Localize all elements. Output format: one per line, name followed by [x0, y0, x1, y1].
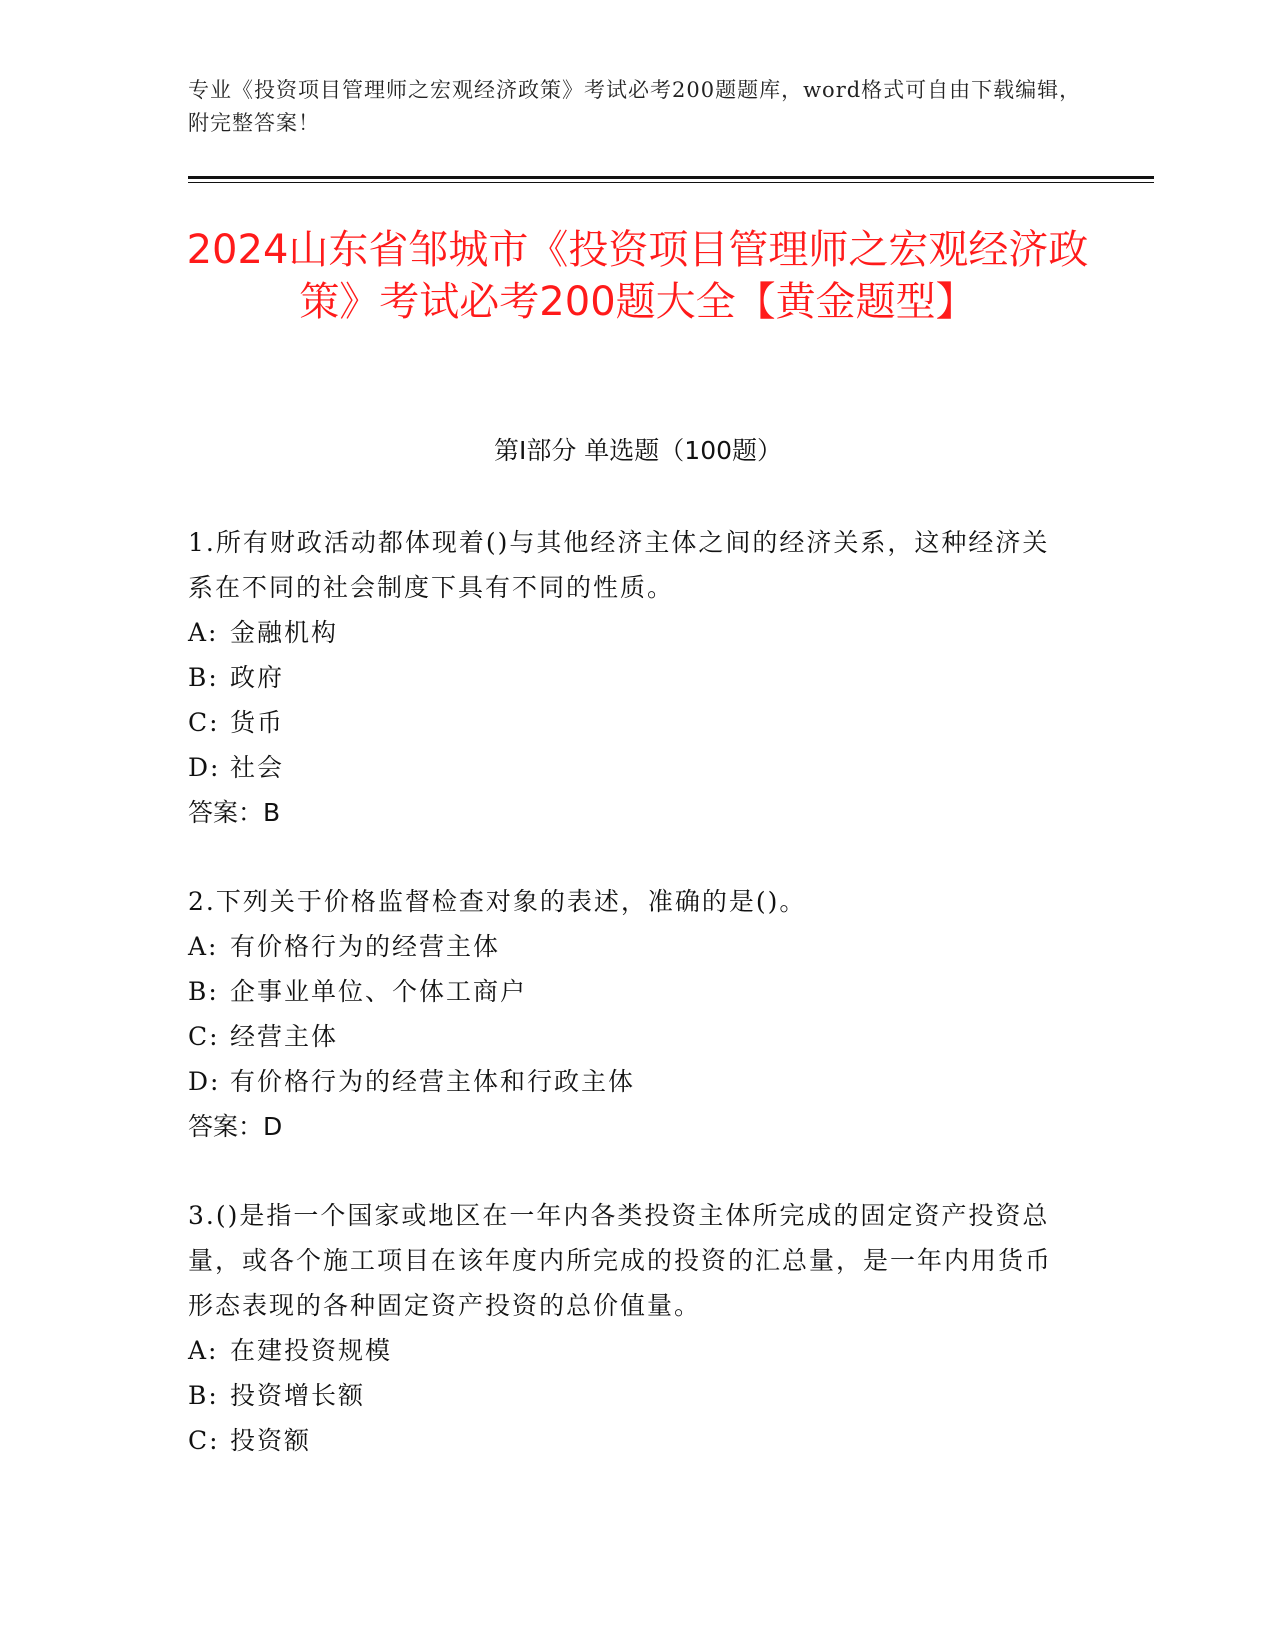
question-2 [188, 879, 1058, 1149]
option-letter: C: [188, 708, 220, 737]
option-text: 经营主体 [230, 1022, 339, 1051]
option-letter: A: [188, 932, 219, 961]
option-letter: B: [188, 1381, 219, 1410]
option-c [188, 1014, 1058, 1059]
question-stem: 1.所有财政活动都体现着()与其他经济主体之间的经济关系，这种经济关系在不同的社会制度下具有不同的性质。 [188, 528, 1050, 602]
option-text: 有价格行为的经营主体和行政主体 [230, 1067, 636, 1096]
question-stem: 3.()是指一个国家或地区在一年内各类投资主体所完成的固定资产投资总量，或各个施工项目在该年度内所完成的投资的汇总量，是一年内用货币形态表现的各种固定资产投资的总价值量。 [188, 1201, 1053, 1320]
option-letter: B: [188, 663, 219, 692]
option-letter: A: [188, 618, 219, 647]
question-list [188, 520, 1058, 1507]
option-text: 有价格行为的经营主体 [230, 932, 501, 961]
option-text: 投资增长额 [230, 1381, 366, 1410]
header-rule-thin [188, 182, 1154, 183]
option-text: 在建投资规模 [230, 1336, 393, 1365]
option-letter: C: [188, 1022, 220, 1051]
option-c [188, 700, 1058, 745]
option-letter: C: [188, 1426, 220, 1455]
question-stem: 2.下列关于价格监督检查对象的表述，准确的是()。 [188, 887, 807, 916]
header-note: 专业《投资项目管理师之宏观经济政策》考试必考200题题库，word格式可自由下载编辑，附完整答案！ [188, 78, 1082, 135]
option-text: 金融机构 [230, 618, 339, 647]
option-a [188, 924, 1058, 969]
question-1 [188, 520, 1058, 835]
option-text: 企事业单位、个体工商户 [230, 977, 528, 1006]
option-b [188, 1373, 1058, 1418]
option-d [188, 745, 1058, 790]
option-letter: B: [188, 977, 219, 1006]
option-letter: D: [188, 1067, 221, 1096]
option-text: 政府 [230, 663, 285, 692]
header-rule-thick [188, 176, 1154, 179]
option-b [188, 969, 1058, 1014]
question-3 [188, 1193, 1058, 1463]
document-title: 2024山东省邹城市《投资项目管理师之宏观经济政策》考试必考200题大全【黄金题型】 [186, 227, 1089, 325]
option-b [188, 655, 1058, 700]
option-letter: A: [188, 1336, 219, 1365]
option-text: 投资额 [230, 1426, 312, 1455]
option-text: 社会 [230, 753, 285, 782]
option-text: 货币 [230, 708, 285, 737]
option-d [188, 1059, 1058, 1104]
option-letter: D: [188, 753, 221, 782]
option-a [188, 1328, 1058, 1373]
answer: 答案：B [188, 798, 281, 827]
option-a [188, 610, 1058, 655]
answer: 答案：D [188, 1112, 283, 1141]
section-heading: 第I部分 单选题（100题） [493, 436, 783, 465]
option-c [188, 1418, 1058, 1463]
